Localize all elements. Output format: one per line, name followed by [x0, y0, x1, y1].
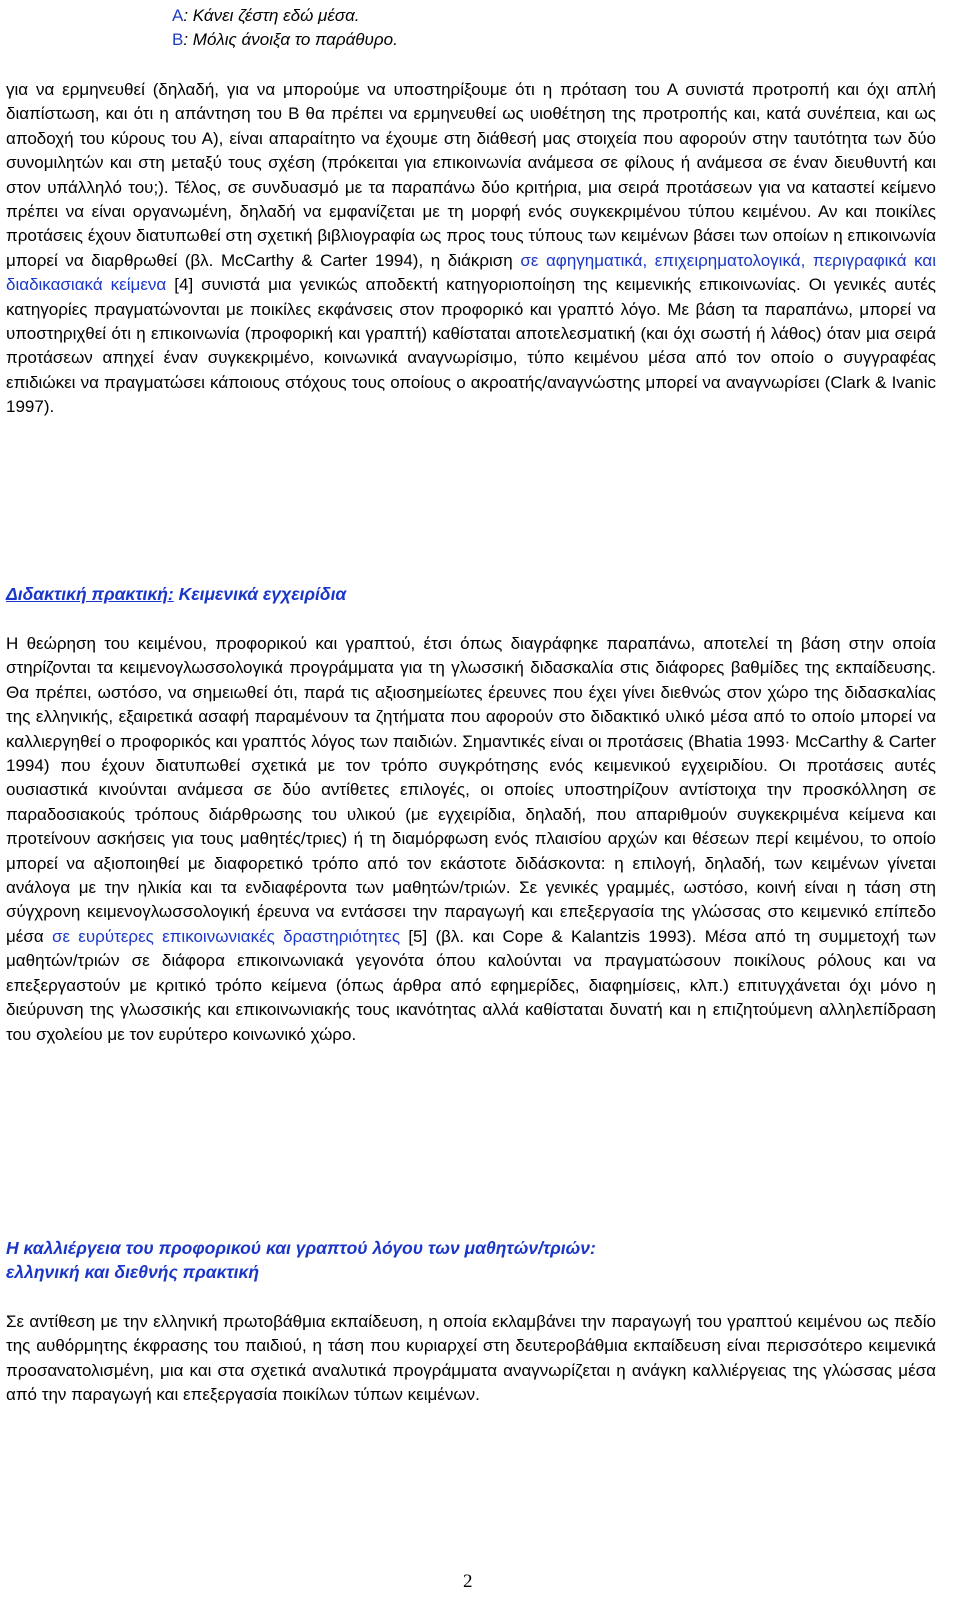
dialog-example — [172, 4, 398, 53]
section-heading-didactic-practice — [6, 582, 346, 606]
paragraph-2-text-a: Η θεώρηση του κειμένου, προφορικού και γραπτού, έτσι όπως διαγράφηκε παραπάνω, αποτελεί τη βάση στην οποία στηρίζονται τα κειμενογλωσσολογικά προγράμματα για τη γλωσσική διδασκαλία στις διάφορες βαθμίδες της εκπαίδευσης. Θα πρέπει, ωστόσο, να σημειωθεί ότι, παρά τις αξιοσημείωτες έρευνες που έχει γίνει διεθνώς στον χώρο της διδασκαλίας της ελληνικής, εξαιρετικά ασαφή παραμένουν τα ζητήματα που αφορούν στο διδακτικό υλικό μέσα από το οποίο μπορεί να καλλιεργηθεί ο προφορικός και γραπτός λόγος των παιδιών. Σημαντικές είναι οι προτάσεις (Bhatia 1993· McCarthy & Carter 1994) που έχουν διατυπωθεί σχετικά με τον τρόπο συγκρότησης ενός κειμενικού εγχειριδίου. Οι προτάσεις αυτές ουσιαστικά κινούνται ανάμεσα σε δύο αντίθετες επιλογές, οι οποίες υποστηρίζουν αντίστοιχα την προσκόλληση σε παραδοσιακούς τρόπους διάρθρωσης του υλικού (με εγχειρίδια, δηλαδή, που απαριθμούν συγκεκριμένα κείμενα και προτείνουν ασκήσεις για τους μαθητές/τριες) ή τη διαμόρφωση ενός πλαισίου αρχών και θέσεων περί κειμένου, το οποίο μπορεί να αξιοποιηθεί με διαφορετικό τρόπο από τον εκάστοτε διδάσκοντα: η επιλογή, δηλαδή, των κειμένων γίνεται ανάλογα με την ηλικία και τα ενδιαφέροντα των μαθητών/τριών. Σε γενικές γραμμές, ωστόσο, κοινή είναι η τάση στη σύγχρονη κειμενογλωσσολογική έρευνα να εντάσσει την παραγωγή και επεξεργασία της γλώσσας στο κειμενικό επίπεδο μέσα — [6, 634, 936, 946]
paragraph-2 — [6, 632, 936, 1047]
dialog-line-b — [172, 28, 398, 52]
dialog-text-a: : Κάνει ζέστη εδώ μέσα. — [183, 6, 360, 25]
heading-line-1: Η καλλιέργεια του προφορικού και γραπτού λόγου των μαθητών/τριών: — [6, 1238, 596, 1258]
paragraph-2-text-b: [5] (βλ. και Cope & Kalantzis 1993). Μέσα από τη συμμετοχή των μαθητών/τριών σε διάφορα επικοινωνιακά γεγονότα όπου καλούνται να πραγματώσουν ποικίλους ρόλους και να επεξεργαστούν με κριτικό τρόπο κείμενα (όπως άρθρα από εφημερίδες, διαφημίσεις, κλπ.) επιτυγχάνεται όχι μόνο η διεύρυνση της γλωσσικής και επικοινωνιακής τους ικανότητας αλλά καθίσταται δυνατή και η επιζητούμενη αλληλεπίδραση του σχολείου με τον ευρύτερο κοινωνικό χώρο. — [6, 926, 936, 1044]
speaker-b: B — [172, 30, 184, 50]
text-types-link[interactable]: σε αφηγηματικά, επιχειρηματολογικά, περιγραφικά και διαδικασιακά κείμενα — [6, 250, 937, 295]
heading-underlined-part: Διδακτική πρακτική: — [6, 584, 174, 604]
dialog-line-a — [172, 4, 398, 28]
paragraph-3-text: Σε αντίθεση με την ελληνική πρωτοβάθμια εκπαίδευση, η οποία εκλαμβάνει την παραγωγή του γραπτού κειμένου ως πεδίο της αυθόρμητης έκφρασης του παιδιού, η τάση που κυριαρχεί στη δευτεροβάθμια εκπαίδευση είναι περισσότερο κειμενικά προσανατολισμένη, μια και στα σχετικά αναλυτικά προγράμματα αναγνωρίζεται η ανάγκη καλλιέργειας της γλώσσας μέσα από την παραγωγή και επεξεργασία ποικίλων τύπων κειμένων. — [6, 1312, 936, 1405]
speaker-a: A — [172, 6, 184, 25]
heading-rest-part: Κειμενικά εγχειρίδια — [173, 584, 347, 604]
section-heading-cultivation — [6, 1236, 596, 1285]
dialog-text-b: : Μόλις άνοιξα το παράθυρο. — [183, 30, 398, 50]
paragraph-1-text-a: για να ερμηνευθεί (δηλαδή, για να μπορούμε να υποστηρίξουμε ότι η πρόταση του Α συνιστά προτροπή και όχι απλή διαπίστωση, και ότι η απάντηση του Β θα πρέπει να ερμηνευθεί ως υιοθέτηση της προτροπής και, κατά συνέπεια, και ως αποδοχή του κύρους του Α), είναι απαραίτητο να έχουμε στη διάθεσή μας στοιχεία που αφορούν στην ταυτότητα των δύο συνομιλητών και στη μεταξύ τους σχέση (πρόκειται για επικοινωνία ανάμεσα σε φίλους ή ανάμεσα σε έναν διευθυντή και στον υπάλληλό του;). Τέλος, σε συνδυασμό με τα παραπάνω δύο κριτήρια, μια σειρά προτάσεων για να καταστεί κείμενο πρέπει να είναι οργανωμένη, δηλαδή να εμφανίζεται με τη μορφή ενός συγκεκριμένου τύπου κειμένου. Αν και ποικίλες προτάσεις έχουν διατυπωθεί στη σχετική βιβλιογραφία ως προς τους τύπους των κειμένων βάσει των οποίων η επικοινωνία μπορεί να διαρθρωθεί (βλ. McCarthy & Carter 1994), η διάκριση — [6, 80, 936, 270]
paragraph-3 — [6, 1310, 936, 1408]
paragraph-1 — [6, 78, 936, 420]
page-number: 2 — [463, 1571, 473, 1592]
heading-line-2: ελληνική και διεθνής πρακτική — [6, 1262, 260, 1283]
communicative-activities-link[interactable]: σε ευρύτερες επικοινωνιακές δραστηριότητες — [51, 926, 401, 946]
paragraph-1-text-b: [4] συνιστά μια γενικώς αποδεκτή κατηγοριοποίηση της κειμενικής επικοινωνίας. Οι γενικές αυτές κατηγορίες πραγματώνονται με ποικίλες εκφάνσεις στον προφορικό και γραπτό λόγο. Με βάση τα παραπάνω, μπορεί να υποστηριχθεί ότι η επικοινωνία (προφορική και γραπτή) καθίσταται αποτελεσματική (και όχι σωστή ή λάθος) όταν μια σειρά προτάσεων απηχεί έναν συγκεκριμένο, κοινωνικά αναγνωρίσιμο, τύπο κειμένου μέσα από τον οποίο ο συγγραφέας επιδιώκει να πραγματώσει κάποιους στόχους τους οποίους ο ακροατής/αναγνώστης μπορεί να αναγνωρίσει (Clark & Ivanic 1997). — [6, 275, 936, 417]
